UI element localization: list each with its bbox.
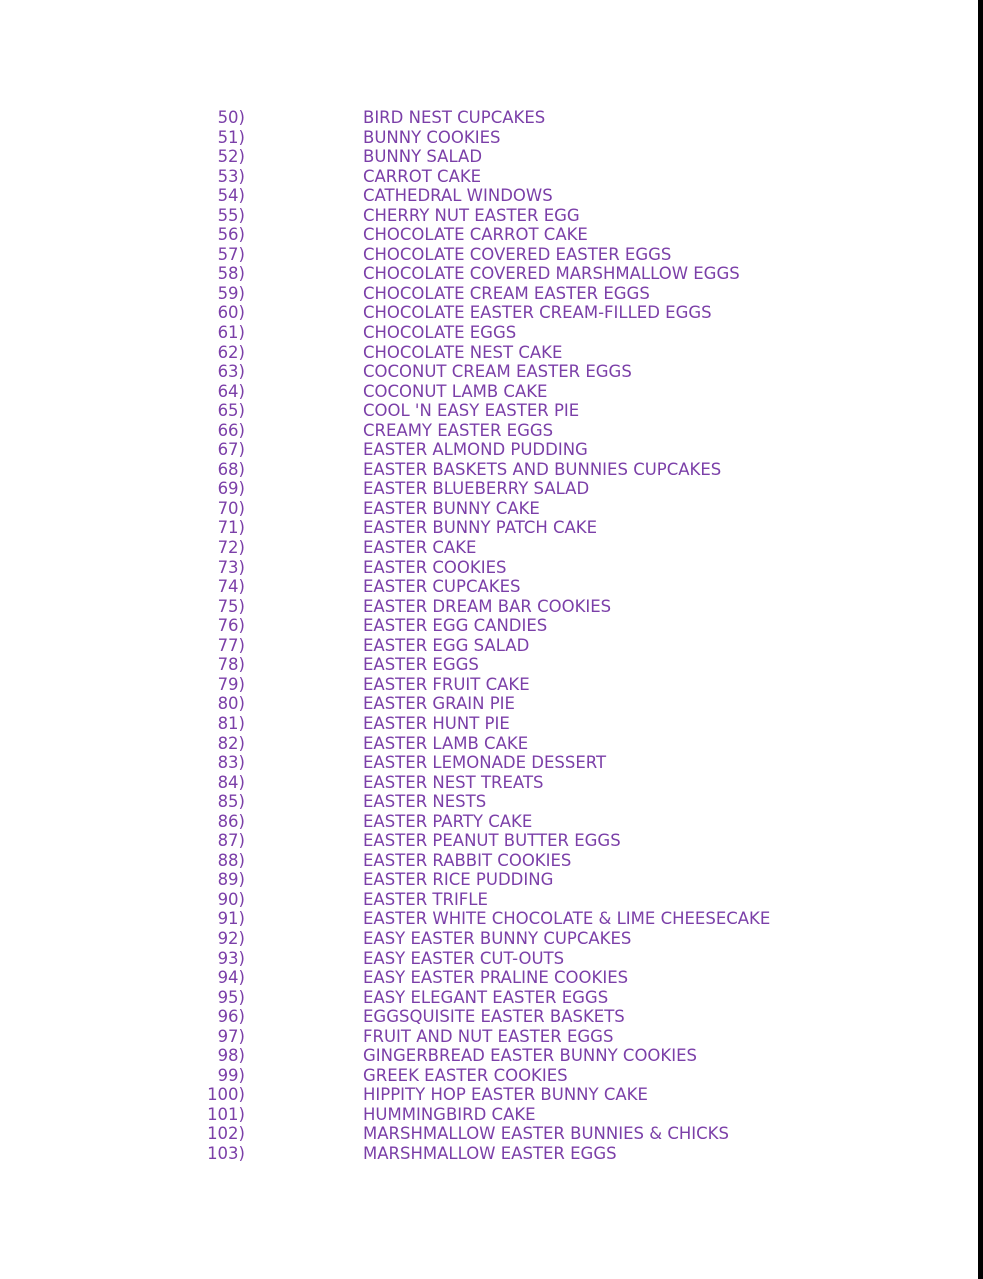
recipe-number: 51) bbox=[217, 127, 245, 147]
list-item bbox=[0, 929, 975, 949]
recipe-title: EASTER HUNT PIE bbox=[363, 713, 510, 733]
list-item bbox=[0, 890, 975, 910]
recipe-title: CHOCOLATE EGGS bbox=[363, 323, 517, 343]
list-item bbox=[0, 636, 975, 656]
list-item bbox=[0, 675, 975, 695]
recipe-title: EASY ELEGANT EASTER EGGS bbox=[363, 987, 609, 1007]
list-item bbox=[0, 1124, 975, 1144]
list-item bbox=[0, 909, 975, 929]
recipe-title: EASTER EGG SALAD bbox=[363, 635, 530, 655]
recipe-title: CHOCOLATE CREAM EASTER EGGS bbox=[363, 283, 650, 303]
recipe-number: 70) bbox=[217, 498, 245, 518]
recipe-title: BUNNY COOKIES bbox=[363, 127, 501, 147]
list-item bbox=[0, 108, 975, 128]
list-item bbox=[0, 558, 975, 578]
recipe-title: MARSHMALLOW EASTER EGGS bbox=[363, 1143, 617, 1163]
recipe-title: EASTER LEMONADE DESSERT bbox=[363, 753, 607, 773]
recipe-title: EASTER GRAIN PIE bbox=[363, 694, 515, 714]
recipe-number: 93) bbox=[217, 948, 245, 968]
recipe-number: 86) bbox=[217, 811, 245, 831]
recipe-title: EGGSQUISITE EASTER BASKETS bbox=[363, 1007, 625, 1027]
list-item bbox=[0, 655, 975, 675]
recipe-title: EASTER PARTY CAKE bbox=[363, 811, 533, 831]
recipe-title: HIPPITY HOP EASTER BUNNY CAKE bbox=[363, 1085, 648, 1105]
list-item bbox=[0, 616, 975, 636]
list-item bbox=[0, 831, 975, 851]
list-item bbox=[0, 460, 975, 480]
recipe-number: 73) bbox=[217, 557, 245, 577]
recipe-title: EASTER TRIFLE bbox=[363, 889, 488, 909]
recipe-number: 65) bbox=[217, 401, 245, 421]
list-item bbox=[0, 343, 975, 363]
list-item bbox=[0, 538, 975, 558]
list-item bbox=[0, 382, 975, 402]
recipe-title: COCONUT CREAM EASTER EGGS bbox=[363, 362, 632, 382]
list-item bbox=[0, 949, 975, 969]
list-item bbox=[0, 694, 975, 714]
recipe-number: 91) bbox=[217, 909, 245, 929]
list-item bbox=[0, 753, 975, 773]
recipe-number: 95) bbox=[217, 987, 245, 1007]
recipe-number: 89) bbox=[217, 870, 245, 890]
recipe-title: EASTER COOKIES bbox=[363, 557, 507, 577]
recipe-number: 63) bbox=[217, 362, 245, 382]
recipe-title: CARROT CAKE bbox=[363, 166, 482, 186]
recipe-title: EASY EASTER PRALINE COOKIES bbox=[363, 968, 629, 988]
list-item bbox=[0, 499, 975, 519]
recipe-number: 58) bbox=[217, 264, 245, 284]
recipe-title: BIRD NEST CUPCAKES bbox=[363, 108, 546, 127]
recipe-number: 55) bbox=[217, 205, 245, 225]
list-item bbox=[0, 421, 975, 441]
recipe-number: 72) bbox=[217, 538, 245, 558]
recipe-title: COOL 'N EASY EASTER PIE bbox=[363, 401, 580, 421]
list-item bbox=[0, 734, 975, 754]
recipe-number: 102) bbox=[207, 1124, 245, 1144]
recipe-title: EASTER PEANUT BUTTER EGGS bbox=[363, 831, 621, 851]
recipe-number: 90) bbox=[217, 889, 245, 909]
recipe-title: EASTER BASKETS AND BUNNIES CUPCAKES bbox=[363, 459, 722, 479]
recipe-number: 77) bbox=[217, 635, 245, 655]
recipe-number: 78) bbox=[217, 655, 245, 675]
list-item bbox=[0, 988, 975, 1008]
list-item bbox=[0, 225, 975, 245]
list-item bbox=[0, 518, 975, 538]
recipe-title: EASTER NEST TREATS bbox=[363, 772, 544, 792]
recipe-number: 64) bbox=[217, 381, 245, 401]
list-item bbox=[0, 362, 975, 382]
list-item bbox=[0, 714, 975, 734]
recipe-number: 59) bbox=[217, 283, 245, 303]
recipe-title: EASTER RABBIT COOKIES bbox=[363, 850, 572, 870]
recipe-title: EASY EASTER BUNNY CUPCAKES bbox=[363, 928, 632, 948]
recipe-title: CHOCOLATE CARROT CAKE bbox=[363, 225, 588, 245]
list-item bbox=[0, 128, 975, 148]
recipe-number: 92) bbox=[217, 928, 245, 948]
list-item bbox=[0, 323, 975, 343]
recipe-title: CREAMY EASTER EGGS bbox=[363, 420, 554, 440]
recipe-number: 76) bbox=[217, 616, 245, 636]
list-item bbox=[0, 147, 975, 167]
recipe-number: 56) bbox=[217, 225, 245, 245]
recipe-number: 79) bbox=[217, 674, 245, 694]
recipe-number: 60) bbox=[217, 303, 245, 323]
recipe-title: MARSHMALLOW EASTER BUNNIES & CHICKS bbox=[363, 1124, 729, 1144]
list-item bbox=[0, 851, 975, 871]
recipe-title: EASTER NESTS bbox=[363, 792, 487, 812]
recipe-number: 68) bbox=[217, 459, 245, 479]
recipe-title: EASTER BUNNY PATCH CAKE bbox=[363, 518, 598, 538]
list-item bbox=[0, 206, 975, 226]
recipe-number: 99) bbox=[217, 1065, 245, 1085]
recipe-title: EASTER BUNNY CAKE bbox=[363, 498, 540, 518]
list-item bbox=[0, 264, 975, 284]
list-item bbox=[0, 1085, 975, 1105]
recipe-title: EASTER WHITE CHOCOLATE & LIME CHEESECAKE bbox=[363, 909, 771, 929]
recipe-title: EASTER EGG CANDIES bbox=[363, 616, 548, 636]
list-item bbox=[0, 773, 975, 793]
recipe-number: 71) bbox=[217, 518, 245, 538]
recipe-title: EASTER CUPCAKES bbox=[363, 577, 521, 597]
recipe-number: 97) bbox=[217, 1026, 245, 1046]
list-item bbox=[0, 812, 975, 832]
recipe-number: 87) bbox=[217, 831, 245, 851]
recipe-title: COCONUT LAMB CAKE bbox=[363, 381, 548, 401]
list-item bbox=[0, 1027, 975, 1047]
recipe-number: 103) bbox=[207, 1143, 245, 1163]
page-edge-border bbox=[978, 0, 983, 1279]
list-item bbox=[0, 1105, 975, 1125]
list-item bbox=[0, 284, 975, 304]
list-item bbox=[0, 968, 975, 988]
list-item bbox=[0, 1046, 975, 1066]
recipe-number: 74) bbox=[217, 577, 245, 597]
recipe-title: EASTER CAKE bbox=[363, 538, 477, 558]
recipe-number: 61) bbox=[217, 323, 245, 343]
list-item bbox=[0, 1066, 975, 1086]
recipe-number: 81) bbox=[217, 713, 245, 733]
list-item bbox=[0, 186, 975, 206]
recipe-number: 67) bbox=[217, 440, 245, 460]
recipe-title: FRUIT AND NUT EASTER EGGS bbox=[363, 1026, 614, 1046]
list-item bbox=[0, 1007, 975, 1027]
recipe-number: 66) bbox=[217, 420, 245, 440]
recipe-title: CHOCOLATE COVERED EASTER EGGS bbox=[363, 244, 672, 264]
recipe-title: EASTER RICE PUDDING bbox=[363, 870, 554, 890]
recipe-number: 52) bbox=[217, 147, 245, 167]
recipe-number: 101) bbox=[207, 1104, 245, 1124]
list-item bbox=[0, 577, 975, 597]
recipe-title: CHOCOLATE EASTER CREAM-FILLED EGGS bbox=[363, 303, 712, 323]
list-item bbox=[0, 303, 975, 323]
recipe-number: 83) bbox=[217, 753, 245, 773]
recipe-number: 98) bbox=[217, 1046, 245, 1066]
recipe-number: 50) bbox=[217, 108, 245, 127]
recipe-number: 57) bbox=[217, 244, 245, 264]
recipe-title: CHOCOLATE COVERED MARSHMALLOW EGGS bbox=[363, 264, 740, 284]
recipe-title: EASTER FRUIT CAKE bbox=[363, 674, 530, 694]
recipe-number: 69) bbox=[217, 479, 245, 499]
list-item bbox=[0, 440, 975, 460]
recipe-title: EASTER BLUEBERRY SALAD bbox=[363, 479, 590, 499]
recipe-title: CATHEDRAL WINDOWS bbox=[363, 186, 553, 206]
list-item bbox=[0, 479, 975, 499]
list-item bbox=[0, 1144, 975, 1164]
recipe-number: 96) bbox=[217, 1007, 245, 1027]
recipe-number: 62) bbox=[217, 342, 245, 362]
recipe-title: EASTER EGGS bbox=[363, 655, 479, 675]
recipe-title: CHOCOLATE NEST CAKE bbox=[363, 342, 563, 362]
recipe-title: HUMMINGBIRD CAKE bbox=[363, 1104, 536, 1124]
recipe-title: GREEK EASTER COOKIES bbox=[363, 1065, 568, 1085]
recipe-number: 85) bbox=[217, 792, 245, 812]
list-item bbox=[0, 167, 975, 187]
recipe-number: 54) bbox=[217, 186, 245, 206]
recipe-number: 94) bbox=[217, 968, 245, 988]
list-item bbox=[0, 870, 975, 890]
recipe-number: 84) bbox=[217, 772, 245, 792]
recipe-title: BUNNY SALAD bbox=[363, 147, 483, 167]
recipe-title: EASTER DREAM BAR COOKIES bbox=[363, 596, 612, 616]
recipe-title: CHERRY NUT EASTER EGG bbox=[363, 205, 580, 225]
recipe-title: GINGERBREAD EASTER BUNNY COOKIES bbox=[363, 1046, 698, 1066]
recipe-number: 88) bbox=[217, 850, 245, 870]
recipe-title: EASTER LAMB CAKE bbox=[363, 733, 529, 753]
recipe-number: 100) bbox=[207, 1085, 245, 1105]
recipe-title: EASY EASTER CUT-OUTS bbox=[363, 948, 565, 968]
recipe-number: 82) bbox=[217, 733, 245, 753]
recipe-title: EASTER ALMOND PUDDING bbox=[363, 440, 588, 460]
list-item bbox=[0, 401, 975, 421]
list-item bbox=[0, 245, 975, 265]
list-item bbox=[0, 597, 975, 617]
recipe-number: 53) bbox=[217, 166, 245, 186]
list-item bbox=[0, 792, 975, 812]
recipe-list bbox=[0, 108, 975, 1164]
recipe-number: 75) bbox=[217, 596, 245, 616]
recipe-number: 80) bbox=[217, 694, 245, 714]
